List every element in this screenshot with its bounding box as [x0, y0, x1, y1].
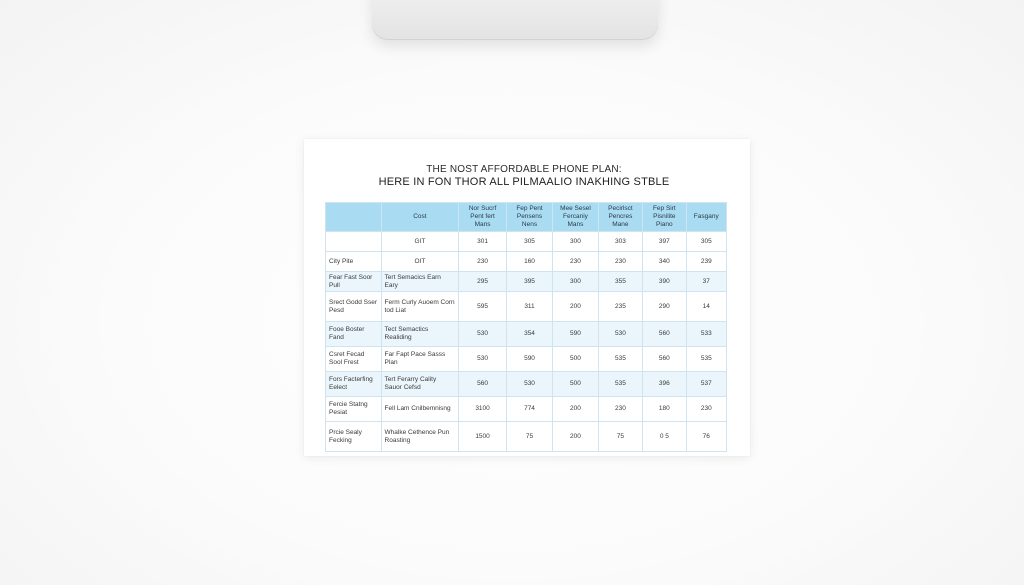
value-cell: 200: [553, 397, 598, 422]
plan-desc-cell: Tert Semacics Earn Eary: [381, 272, 459, 292]
plan-name-cell: City Pite: [326, 252, 382, 272]
header-cell: Cost: [381, 203, 459, 232]
header-cell: Nor Sucrf Pent fert Mans: [459, 203, 506, 232]
value-cell: 160: [506, 252, 552, 272]
value-cell: 303: [598, 232, 642, 252]
table-row: [326, 232, 727, 252]
header-cell: Fasgany: [686, 203, 726, 232]
value-cell: 395: [506, 272, 552, 292]
value-cell: 397: [643, 232, 686, 252]
plan-name-cell: Prcie Sealy Fecking: [326, 422, 382, 452]
header-cell: [326, 203, 382, 232]
value-cell: 301: [459, 232, 506, 252]
value-cell: 535: [686, 347, 726, 372]
plan-desc-cell: Fell Lam Cnilbemnisng: [381, 397, 459, 422]
value-cell: 530: [459, 347, 506, 372]
table-row: [326, 252, 727, 272]
paper-sheet: [304, 139, 750, 456]
value-cell: 295: [459, 272, 506, 292]
plan-desc-cell: GIT: [381, 232, 459, 252]
value-cell: 500: [553, 347, 598, 372]
table-header-row: [326, 203, 727, 232]
value-cell: 230: [686, 397, 726, 422]
value-cell: 311: [506, 292, 552, 322]
value-cell: 200: [553, 292, 598, 322]
value-cell: 390: [643, 272, 686, 292]
value-cell: 0 5: [643, 422, 686, 452]
table-row: [326, 322, 727, 347]
plan-name-cell: [326, 232, 382, 252]
value-cell: 530: [506, 372, 552, 397]
plan-desc-cell: Whalke Cethence Pun Roasting: [381, 422, 459, 452]
value-cell: 530: [598, 322, 642, 347]
value-cell: 230: [598, 397, 642, 422]
value-cell: 180: [643, 397, 686, 422]
value-cell: 230: [459, 252, 506, 272]
table-row: [326, 292, 727, 322]
value-cell: 535: [598, 372, 642, 397]
value-cell: 300: [553, 232, 598, 252]
header-cell: Mee Sesel Fercaniy Mans: [553, 203, 598, 232]
value-cell: 76: [686, 422, 726, 452]
value-cell: 355: [598, 272, 642, 292]
table-row: [326, 347, 727, 372]
value-cell: 500: [553, 372, 598, 397]
value-cell: 535: [598, 347, 642, 372]
table-row: [326, 272, 727, 292]
header-cell: Fep Sirt Pisnilite Piano: [643, 203, 686, 232]
header-cell: Fep Pent Pensens Nens: [506, 203, 552, 232]
value-cell: 340: [643, 252, 686, 272]
plan-desc-cell: Far Fapt Pace Sasss Plan: [381, 347, 459, 372]
value-cell: 560: [643, 322, 686, 347]
plan-name-cell: Fors Facterfing Eelect: [326, 372, 382, 397]
value-cell: 774: [506, 397, 552, 422]
value-cell: 75: [598, 422, 642, 452]
phone-plan-table: [325, 202, 727, 452]
value-cell: 300: [553, 272, 598, 292]
document-subtitle: HERE IN FON THOR ALL PILMAALIO INAKHING STBLE: [378, 176, 670, 188]
value-cell: 590: [553, 322, 598, 347]
value-cell: 595: [459, 292, 506, 322]
header-cell: Pecirlsct Pencres Mane: [598, 203, 642, 232]
value-cell: 305: [686, 232, 726, 252]
plan-name-cell: Fooe Boster Fand: [326, 322, 382, 347]
value-cell: 537: [686, 372, 726, 397]
table-row: [326, 422, 727, 452]
value-cell: 230: [553, 252, 598, 272]
value-cell: 396: [643, 372, 686, 397]
table-row: [326, 372, 727, 397]
document-title: THE NOST AFFORDABLE PHONE PLAN:: [426, 164, 622, 175]
value-cell: 37: [686, 272, 726, 292]
plan-name-cell: Csret Fecad Sool Frest: [326, 347, 382, 372]
value-cell: 533: [686, 322, 726, 347]
value-cell: 3100: [459, 397, 506, 422]
value-cell: 305: [506, 232, 552, 252]
value-cell: 200: [553, 422, 598, 452]
value-cell: 230: [598, 252, 642, 272]
value-cell: 354: [506, 322, 552, 347]
value-cell: 590: [506, 347, 552, 372]
tablet-device-edge: [372, 0, 658, 40]
value-cell: 75: [506, 422, 552, 452]
plan-desc-cell: Ferm Curly Auoem Corn tod Liat: [381, 292, 459, 322]
plan-desc-cell: Tect Semactics Realiding: [381, 322, 459, 347]
value-cell: 235: [598, 292, 642, 322]
value-cell: 290: [643, 292, 686, 322]
value-cell: 530: [459, 322, 506, 347]
value-cell: 560: [643, 347, 686, 372]
value-cell: 239: [686, 252, 726, 272]
plan-name-cell: Srect Godd Sser Pesd: [326, 292, 382, 322]
plan-name-cell: Fercie Statng Pesiat: [326, 397, 382, 422]
value-cell: 1500: [459, 422, 506, 452]
value-cell: 14: [686, 292, 726, 322]
plan-desc-cell: OIT: [381, 252, 459, 272]
plan-name-cell: Fear Fast Soor Pull: [326, 272, 382, 292]
value-cell: 560: [459, 372, 506, 397]
table-row: [326, 397, 727, 422]
plan-desc-cell: Tert Ferarry Cality Sauor Cefsd: [381, 372, 459, 397]
